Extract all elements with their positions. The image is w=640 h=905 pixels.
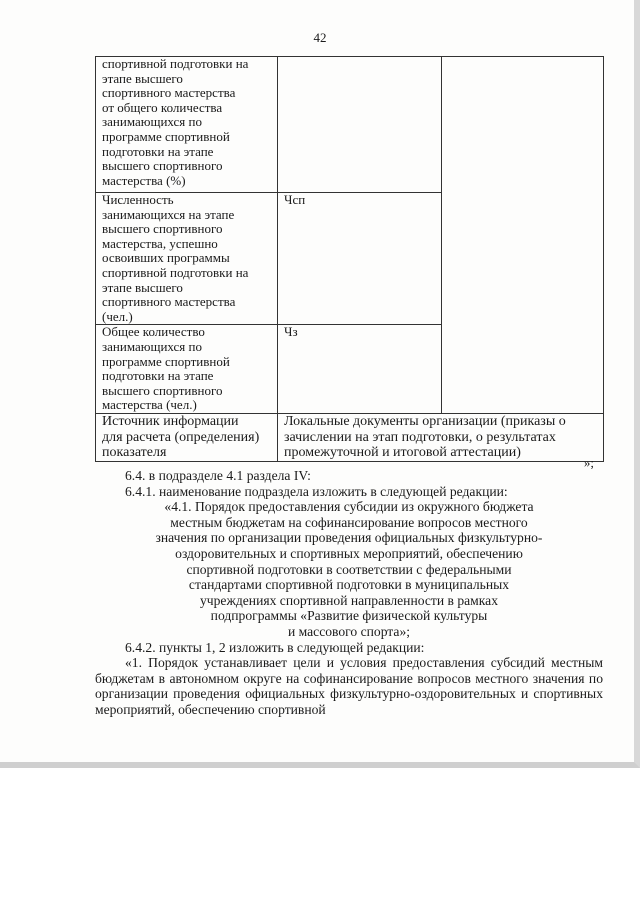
- label-line: Источник информации: [102, 414, 239, 430]
- label-line: программе спортивной: [102, 128, 230, 144]
- label-line: программе спортивной: [102, 353, 230, 369]
- table-row: [96, 414, 604, 461]
- heading-line: спортивной подготовки в соответствии с федеральными: [186, 561, 512, 577]
- subsection-heading: [95, 499, 603, 639]
- table-row: [96, 57, 604, 193]
- indicator-table: [95, 56, 604, 462]
- value-line: зачислении на этап подготовки, о результатах: [284, 429, 556, 445]
- label-line: спортивной подготовки на: [102, 264, 249, 280]
- label-line: подготовки на этапе: [102, 368, 214, 384]
- label-line: занимающихся по: [102, 338, 202, 354]
- symbol-cell: Чз: [278, 325, 442, 414]
- label-line: мастерства (чел.): [102, 397, 197, 413]
- label-line: мастерства, успешно: [102, 235, 218, 251]
- label-line: подготовки на этапе: [102, 143, 214, 159]
- label-line: освоивших программы: [102, 250, 230, 266]
- heading-line: подпрограммы «Развитие физической культуры: [210, 608, 488, 624]
- label-line: Общее количество: [102, 324, 205, 340]
- paragraph: 6.4.1. наименование подраздела изложить в следующей редакции:: [125, 483, 508, 499]
- label-line: показателя: [102, 445, 167, 461]
- source-value-cell: [278, 414, 604, 461]
- heading-line: значения по организации проведения официальных физкультурно-: [155, 530, 543, 546]
- label-line: этапе высшего: [102, 70, 183, 86]
- label-line: (чел.): [102, 308, 133, 324]
- value-line: Локальные документы организации (приказы о: [284, 414, 566, 430]
- label-line: спортивной подготовки на: [102, 56, 249, 71]
- heading-line: «4.1. Порядок предоставления субсидии из окружного бюджета: [164, 499, 534, 515]
- indicator-label-cell: [96, 325, 278, 414]
- label-line: мастерства (%): [102, 172, 186, 188]
- paragraph: 6.4.2. пункты 1, 2 изложить в следующей редакции:: [125, 639, 425, 655]
- label-line: спортивного мастерства: [102, 85, 236, 101]
- merged-empty-cell: [442, 57, 604, 414]
- label-line: от общего количества: [102, 99, 223, 115]
- symbol-cell: Чсп: [278, 193, 442, 325]
- paragraph: 6.4. в подразделе 4.1 раздела IV:: [125, 468, 311, 483]
- heading-line: оздоровительных и спортивных мероприятий, обеспечению: [175, 545, 523, 561]
- document-body: [95, 468, 603, 718]
- label-line: спортивного мастерства: [102, 294, 236, 310]
- label-line: Численность: [102, 192, 174, 207]
- label-line: занимающихся по: [102, 114, 202, 130]
- label-line: для расчета (определения): [102, 429, 260, 445]
- paragraph: «1. Порядок устанавливает цели и условия предоставления субсидий местным бюджетам в автономном округе на софинансирование вопросов местного значения по организации проведения официальных физкультурно-оздоровительных и спортивных мероприятий, обеспечению спортивной: [95, 655, 603, 717]
- indicator-label-cell: [96, 57, 278, 193]
- label-line: занимающихся на этапе: [102, 206, 235, 222]
- symbol-cell: [278, 57, 442, 193]
- label-line: высшего спортивного: [102, 158, 223, 174]
- closing-quote: »;: [583, 455, 594, 470]
- value-line: промежуточной и итоговой аттестации): [284, 445, 521, 461]
- label-line: высшего спортивного: [102, 221, 223, 237]
- heading-line: стандартами спортивной подготовки в муниципальных: [188, 577, 510, 593]
- label-line: этапе высшего: [102, 279, 183, 295]
- heading-line: и массового спорта»;: [287, 623, 411, 639]
- indicator-label-cell: [96, 193, 278, 325]
- heading-line: учреждениях спортивной направленности в рамках: [199, 592, 498, 608]
- heading-line: местным бюджетам на софинансирование вопросов местного: [170, 514, 528, 530]
- page-number: 42: [313, 30, 327, 45]
- label-line: высшего спортивного: [102, 382, 223, 398]
- source-label-cell: [96, 414, 278, 461]
